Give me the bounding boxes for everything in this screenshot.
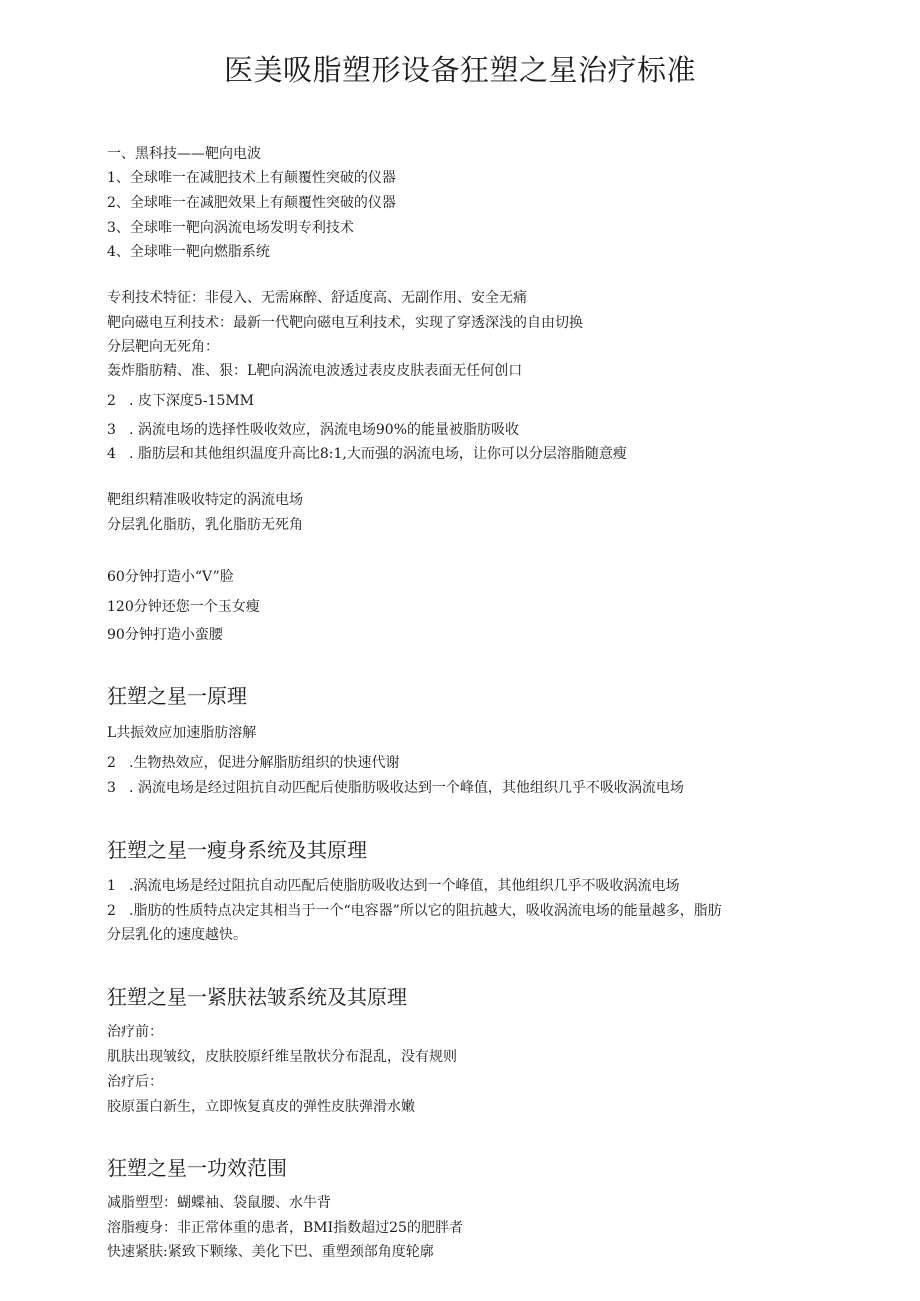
target-line: 分层乳化脂肪，乳化脂肪无死角 xyxy=(107,517,303,533)
list-text: . 涡流电场的选择性吸收效应，涡流电场90%的能量被脂肪吸收 xyxy=(129,422,520,438)
time-item: 60分钟打造小“V”脸 xyxy=(107,569,234,585)
fat-blast: 轰炸脂肪精、准、狠：L靶向涡流电波透过表皮皮肤表面无任何创口 xyxy=(107,363,523,379)
list-item: 3、全球唯一靶向涡流电场发明专利技术 xyxy=(107,220,354,236)
principle-item: L共振效应加速脂肪溶解 xyxy=(107,725,257,741)
layered-target: 分层靶向无死角： xyxy=(107,339,219,355)
section-heading: 一、黑科技——靶向电波 xyxy=(107,146,261,162)
list-text: . 涡流电场是经过阻抗自动匹配后使脂肪吸收达到一个峰值，其他组织几乎不吸收涡流电场 xyxy=(129,780,684,796)
list-text: . 脂肪层和其他组织温度升高比8:1,大而强的涡流电场，让你可以分层溶脂随意瘦 xyxy=(129,446,627,462)
list-text: . 皮下深度5-15MM xyxy=(129,393,255,409)
list-text: .生物热效应，促进分解脂肪组织的快速代谢 xyxy=(129,755,400,771)
list-item xyxy=(107,877,679,895)
principle-heading: 狂塑之星一原理 xyxy=(107,684,247,708)
list-item xyxy=(107,445,627,463)
magnetic-tech: 靶向磁电互利技术：最新一代靶向磁电互利技术，实现了穿透深浅的自由切换 xyxy=(107,315,583,331)
scope-item: 快速紧肤:紧致下颗缘、美化下巴、重塑颈部角度轮廓 xyxy=(107,1244,434,1260)
time-item: 120分钟还您一个玉女瘦 xyxy=(107,599,260,615)
firming-heading: 狂塑之星一紧肤祛皱系统及其原理 xyxy=(107,985,407,1009)
slimming-heading: 狂塑之星一瘦身系统及其原理 xyxy=(107,838,367,862)
list-item xyxy=(107,902,722,920)
scope-heading: 狂塑之星一功效范围 xyxy=(107,1156,287,1180)
after-label: 治疗后： xyxy=(107,1074,163,1090)
before-label: 治疗前： xyxy=(107,1024,163,1040)
after-text: 胶原蛋白新生，立即恢复真皮的弹性皮肤弹滑水嫩 xyxy=(107,1099,415,1115)
scope-item: 减脂塑型：蝴蝶袖、袋鼠腰、水牛背 xyxy=(107,1195,331,1211)
list-item xyxy=(107,421,519,439)
target-line: 靶组织精准吸收特定的涡流电场 xyxy=(107,492,303,508)
list-number: 2 xyxy=(107,393,116,409)
list-number: 3 xyxy=(107,422,116,438)
list-text: .脂肪的性质特点决定其相当于一个“电容器”所以它的阻抗越大，吸收涡流电场的能量越多，脂肪 xyxy=(129,903,722,919)
list-number: 2 xyxy=(107,755,116,771)
scope-item: 溶脂瘦身：非正常体重的患者，BMI指数超过25的肥胖者 xyxy=(107,1220,463,1236)
list-item: 1、全球唯一在减肥技术上有颠覆性突破的仪器 xyxy=(107,170,396,186)
list-item xyxy=(107,392,254,410)
before-text: 肌肤出现皱纹，皮肤胶原纤维呈散状分布混乱，没有规则 xyxy=(107,1049,457,1065)
list-item: 2、全球唯一在减肥效果上有颠覆性突破的仪器 xyxy=(107,195,396,211)
list-item: 4、全球唯一靶向燃脂系统 xyxy=(107,244,270,260)
list-number: 4 xyxy=(107,446,116,462)
page-title: 医美吸脂塑形设备狂塑之星治疗标准 xyxy=(223,53,696,87)
list-item xyxy=(107,754,399,772)
list-number: 1 xyxy=(107,878,116,894)
patent-features: 专利技术特征：非侵入、无需麻醉、舒适度高、无副作用、安全无痛 xyxy=(107,290,527,306)
list-number: 3 xyxy=(107,780,116,796)
list-item xyxy=(107,779,684,797)
list-number: 2 xyxy=(107,903,116,919)
list-text: .涡流电场是经过阻抗自动匹配后使脂肪吸收达到一个峰值，其他组织几乎不吸收涡流电场 xyxy=(129,878,680,894)
list-item-continuation: 分层乳化的速度越快。 xyxy=(107,927,247,943)
time-item: 90分钟打造小蛮腰 xyxy=(107,627,223,643)
